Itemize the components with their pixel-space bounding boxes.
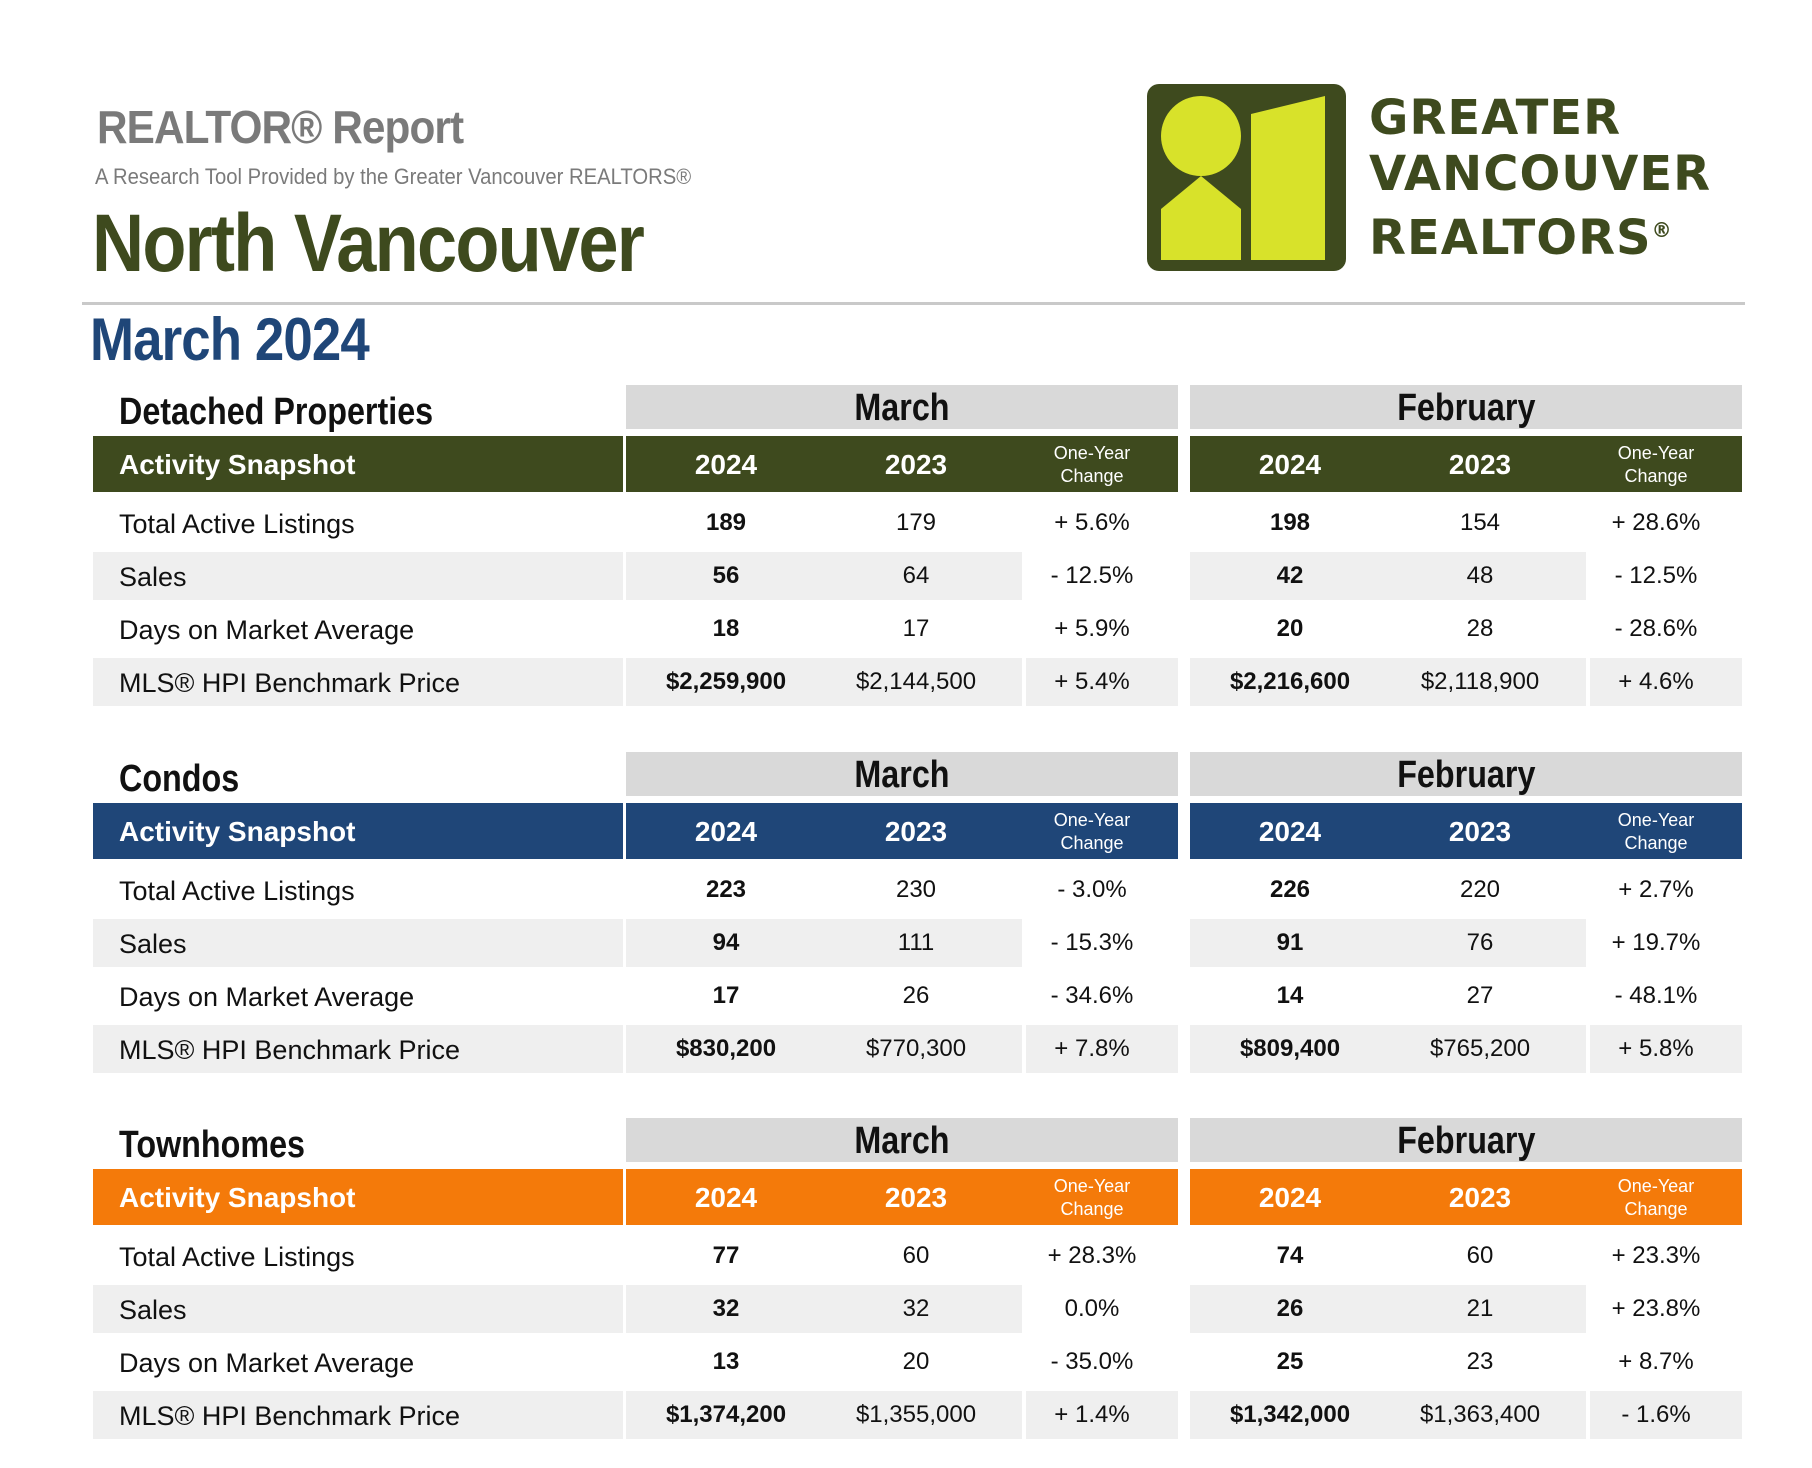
cell-feb-2023: 48: [1466, 562, 1494, 589]
cell-feb-2023: 60: [1466, 1242, 1494, 1269]
logo-registered-mark: ®: [1651, 218, 1673, 242]
cell-mar-chg: + 5.6%: [1054, 509, 1130, 536]
snapshot-header-bar: [93, 436, 623, 492]
cell-feb-chg: + 23.3%: [1611, 1242, 1701, 1269]
cell-mar-chg: + 5.9%: [1054, 615, 1130, 642]
cell-feb-chg: + 23.8%: [1611, 1295, 1701, 1322]
cell-mar-2023: $2,144,500: [855, 668, 977, 695]
cell-mar-chg: + 7.8%: [1054, 1035, 1130, 1062]
change-header-line-1: One-Year: [1053, 810, 1131, 830]
report-title: REALTOR® Report: [97, 101, 464, 153]
cell-feb-2023: $1,363,400: [1419, 1401, 1541, 1428]
snapshot-header-bar: [93, 803, 623, 859]
cell-feb-chg: + 8.7%: [1618, 1348, 1694, 1375]
one-year-change-header: [1570, 809, 1742, 855]
cell-feb-2023: 154: [1459, 509, 1501, 536]
change-header-line-1: One-Year: [1053, 1176, 1131, 1196]
cell-feb-chg: + 5.8%: [1618, 1035, 1694, 1062]
cell-feb-2024: 26: [1276, 1295, 1304, 1322]
section-2: [93, 1118, 1745, 1448]
activity-snapshot-label: Activity Snapshot: [119, 449, 356, 480]
cell-mar-chg: + 5.4%: [1054, 668, 1130, 695]
cell-feb-2023: 21: [1466, 1295, 1494, 1322]
table-row: [93, 605, 1745, 653]
row-label: Total Active Listings: [119, 1242, 355, 1272]
cell-feb-chg: - 48.1%: [1614, 982, 1698, 1009]
year-prior-header: 2023: [1448, 449, 1512, 480]
month-header-march: [626, 1118, 1178, 1162]
row-label: MLS® HPI Benchmark Price: [119, 1035, 460, 1065]
row-label: MLS® HPI Benchmark Price: [119, 668, 460, 698]
row-label: Sales: [119, 929, 187, 959]
cell-feb-chg: + 4.6%: [1618, 668, 1694, 695]
cell-mar-2024: 77: [712, 1242, 740, 1269]
snapshot-header-bar: [1190, 803, 1742, 859]
cell-feb-2023: 27: [1466, 982, 1494, 1009]
snapshot-header-bar: [1190, 1169, 1742, 1225]
year-current-header: 2024: [1258, 816, 1322, 847]
year-current-header: 2024: [1258, 1182, 1322, 1213]
cell-mar-2024: $830,200: [675, 1035, 777, 1062]
change-header-line-2: Change: [1624, 466, 1688, 486]
logo-line-2: VANCOUVER: [1369, 146, 1712, 202]
cell-mar-chg: - 12.5%: [1050, 562, 1134, 589]
row-label: Days on Market Average: [119, 615, 415, 645]
cell-mar-2024: 223: [705, 876, 747, 903]
cell-mar-2023: 20: [902, 1348, 930, 1375]
row-label: Total Active Listings: [119, 509, 355, 539]
section-0: [93, 385, 1745, 715]
change-header-line-1: One-Year: [1053, 443, 1131, 463]
table-row: [93, 866, 1745, 914]
cell-feb-2024: 198: [1269, 509, 1311, 536]
cell-feb-2024: 25: [1276, 1348, 1304, 1375]
snapshot-header-bar: [626, 803, 1178, 859]
change-header-line-1: One-Year: [1617, 810, 1695, 830]
year-prior-header: 2023: [1448, 816, 1512, 847]
cell-mar-2024: 189: [705, 509, 747, 536]
cell-mar-chg: - 3.0%: [1057, 876, 1127, 903]
cell-feb-2024: 91: [1276, 929, 1304, 956]
change-header-line-1: One-Year: [1617, 1176, 1695, 1196]
cell-mar-chg: + 28.3%: [1047, 1242, 1137, 1269]
year-prior-header: 2023: [884, 1182, 948, 1213]
one-year-change-header: [1570, 1175, 1742, 1221]
logo-line-1: GREATER: [1369, 90, 1622, 146]
logo-mark-icon: [1147, 84, 1346, 271]
cell-mar-2023: 32: [902, 1295, 930, 1322]
logo-line-3-text: REALTORS: [1369, 210, 1652, 266]
cell-mar-2023: 179: [895, 509, 937, 536]
month-label: March: [854, 754, 950, 796]
row-label: Days on Market Average: [119, 1348, 415, 1378]
cell-feb-2024: 14: [1276, 982, 1304, 1009]
change-header-line-2: Change: [1624, 1199, 1688, 1219]
cell-mar-2024: 94: [712, 929, 740, 956]
cell-feb-2023: 28: [1466, 615, 1494, 642]
cell-mar-2024: 18: [712, 615, 740, 642]
cell-mar-chg: - 15.3%: [1050, 929, 1134, 956]
cell-mar-chg: + 1.4%: [1054, 1401, 1130, 1428]
logo-line-3: [1369, 202, 1711, 266]
cell-mar-2024: $1,374,200: [665, 1401, 787, 1428]
change-header-line-2: Change: [1060, 833, 1124, 853]
cell-feb-2023: 23: [1466, 1348, 1494, 1375]
one-year-change-header: [1006, 1175, 1178, 1221]
month-header-february: [1190, 1118, 1742, 1162]
table-row: [93, 1025, 1745, 1073]
one-year-change-header: [1570, 442, 1742, 488]
greater-vancouver-realtors-logo: [1147, 84, 1747, 274]
cell-feb-chg: - 28.6%: [1614, 615, 1698, 642]
one-year-change-header: [1006, 809, 1178, 855]
change-header-line-1: One-Year: [1617, 443, 1695, 463]
year-current-header: 2024: [1258, 449, 1322, 480]
section-1: [93, 752, 1745, 1082]
cell-mar-2023: 26: [902, 982, 930, 1009]
cell-feb-2024: 42: [1276, 562, 1304, 589]
activity-snapshot-label: Activity Snapshot: [119, 816, 356, 847]
change-header-line-2: Change: [1060, 466, 1124, 486]
one-year-change-header: [1006, 442, 1178, 488]
month-label: March: [854, 1120, 950, 1162]
table-row: [93, 972, 1745, 1020]
logo-wordmark: [1369, 90, 1711, 266]
cell-feb-chg: + 2.7%: [1618, 876, 1694, 903]
year-current-header: 2024: [694, 1182, 758, 1213]
section-title: Detached Properties: [119, 391, 434, 433]
cell-feb-2024: $1,342,000: [1229, 1401, 1351, 1428]
year-current-header: 2024: [694, 449, 758, 480]
cell-feb-2024: 74: [1276, 1242, 1304, 1269]
cell-feb-2023: 76: [1466, 929, 1494, 956]
cell-mar-2023: $1,355,000: [855, 1401, 977, 1428]
cell-mar-2024: 32: [712, 1295, 740, 1322]
cell-feb-2024: $809,400: [1239, 1035, 1341, 1062]
cell-feb-chg: + 19.7%: [1611, 929, 1701, 956]
table-row: [93, 1232, 1745, 1280]
change-header-line-2: Change: [1060, 1199, 1124, 1219]
snapshot-header-bar: [626, 1169, 1178, 1225]
cell-mar-2024: $2,259,900: [665, 668, 787, 695]
month-label: February: [1396, 754, 1536, 796]
table-row: [93, 919, 1745, 967]
table-row: [93, 1338, 1745, 1386]
cell-feb-2024: 226: [1269, 876, 1311, 903]
cell-feb-chg: - 1.6%: [1621, 1401, 1691, 1428]
section-title: Condos: [119, 758, 240, 800]
report-subtitle: A Research Tool Provided by the Greater Vancouver REALTORS®: [95, 164, 692, 189]
row-label: Sales: [119, 562, 187, 592]
year-current-header: 2024: [694, 816, 758, 847]
cell-feb-chg: + 28.6%: [1611, 509, 1701, 536]
cell-mar-2024: 56: [712, 562, 740, 589]
cell-feb-2024: $2,216,600: [1229, 668, 1351, 695]
year-prior-header: 2023: [1448, 1182, 1512, 1213]
cell-feb-2023: $765,200: [1429, 1035, 1531, 1062]
cell-mar-2023: 17: [902, 615, 930, 642]
cell-feb-chg: - 12.5%: [1614, 562, 1698, 589]
table-row: [93, 1391, 1745, 1439]
month-header-march: [626, 752, 1178, 796]
row-label: MLS® HPI Benchmark Price: [119, 1401, 460, 1431]
cell-mar-2024: 17: [712, 982, 740, 1009]
table-row: [93, 658, 1745, 706]
report-period: March 2024: [90, 306, 369, 373]
cell-mar-chg: 0.0%: [1064, 1295, 1120, 1322]
header-divider: [82, 302, 1745, 305]
cell-mar-2023: 60: [902, 1242, 930, 1269]
year-prior-header: 2023: [884, 449, 948, 480]
cell-feb-2023: $2,118,900: [1420, 668, 1540, 695]
change-header-line-2: Change: [1624, 833, 1688, 853]
table-row: [93, 552, 1745, 600]
cell-mar-2024: 13: [712, 1348, 740, 1375]
month-label: March: [854, 387, 950, 429]
activity-snapshot-label: Activity Snapshot: [119, 1182, 356, 1213]
cell-mar-2023: $770,300: [865, 1035, 967, 1062]
row-label: Sales: [119, 1295, 187, 1325]
month-header-february: [1190, 752, 1742, 796]
cell-feb-2023: 220: [1459, 876, 1501, 903]
area-title: North Vancouver: [92, 198, 644, 289]
cell-feb-2024: 20: [1276, 615, 1304, 642]
table-row: [93, 1285, 1745, 1333]
section-title: Townhomes: [119, 1124, 306, 1166]
month-header-february: [1190, 385, 1742, 429]
month-label: February: [1396, 387, 1536, 429]
year-prior-header: 2023: [884, 816, 948, 847]
month-header-march: [626, 385, 1178, 429]
row-label: Total Active Listings: [119, 876, 355, 906]
row-label: Days on Market Average: [119, 982, 415, 1012]
cell-mar-chg: - 35.0%: [1050, 1348, 1134, 1375]
cell-mar-chg: - 34.6%: [1050, 982, 1134, 1009]
snapshot-header-bar: [93, 1169, 623, 1225]
snapshot-header-bar: [1190, 436, 1742, 492]
cell-mar-2023: 64: [902, 562, 930, 589]
snapshot-header-bar: [626, 436, 1178, 492]
cell-mar-2023: 111: [897, 929, 935, 956]
month-label: February: [1396, 1120, 1536, 1162]
table-row: [93, 499, 1745, 547]
cell-mar-2023: 230: [895, 876, 937, 903]
